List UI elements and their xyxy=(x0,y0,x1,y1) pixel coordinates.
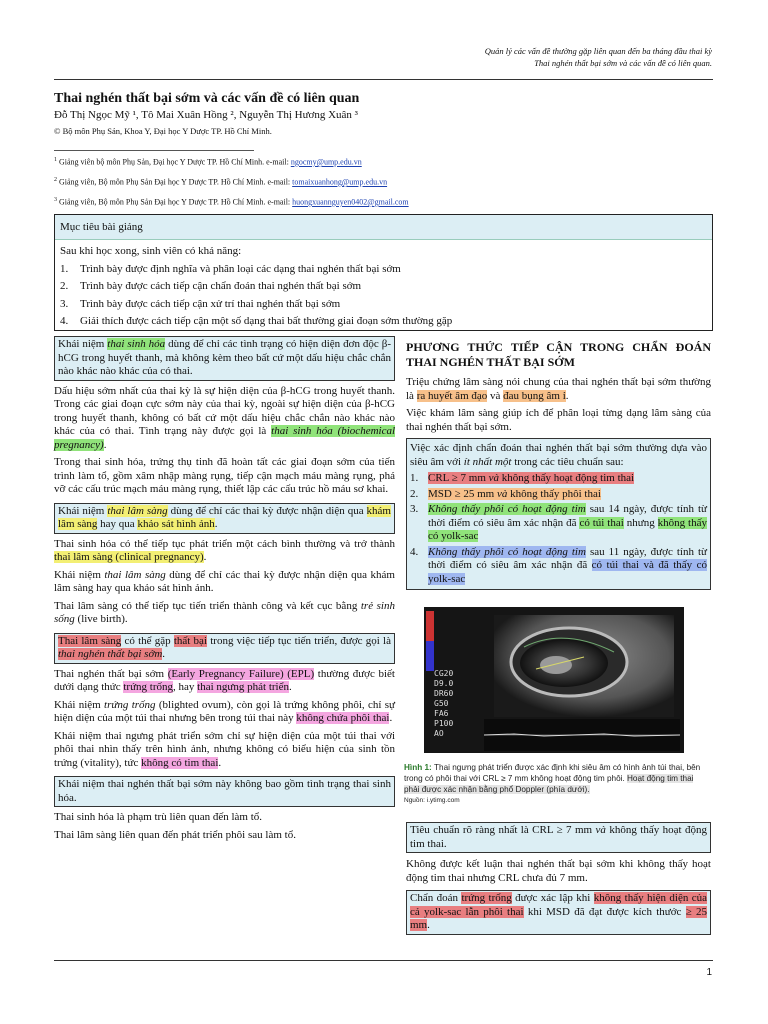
footnote-number: 2 xyxy=(54,177,57,183)
text: và xyxy=(497,487,508,500)
header-rule xyxy=(54,79,713,80)
text: Thai lâm sàng có thể tiếp tục tiến triển thành công và kết cục bằng xyxy=(54,599,361,612)
email-link[interactable]: ngocmy@ump.edu.vn xyxy=(290,157,362,167)
text: (blighted ovum), còn gọi là trứng không phôi, chỉ sự hiện diện của một túi thai nhưng bên trong túi thai này xyxy=(54,698,395,724)
caption-text: Thai ngưng phát triển được xác định khi siêu âm có hình ảnh túi thai, bên trong có phôi thai với CRL ≥ 7 mm không hoạt động tim phôi. xyxy=(404,763,701,783)
ultrasound-graphic xyxy=(424,607,684,753)
footnote-rule xyxy=(54,150,254,151)
paragraph: Thai sinh hóa là phạm trù liên quan đến làm tổ. xyxy=(54,811,263,823)
text: khi MSD đã đạt được kích thước xyxy=(523,905,686,918)
objective-item xyxy=(60,296,708,314)
term-highlight: thai nghén thất bại sớm xyxy=(58,648,163,660)
term-highlight: thai sinh hóa (biochemical pregnancy) xyxy=(54,425,396,451)
definition-box-failure xyxy=(54,633,395,664)
text: Tiêu chuẩn rõ ràng nhất là CRL ≥ 7 mm xyxy=(410,824,596,836)
affiliation: © Bộ môn Phụ Sản, Khoa Y, Đại học Y Dược TP. Hồ Chí Minh. xyxy=(54,126,272,136)
text: Khái niệm xyxy=(54,568,105,581)
term-highlight: không chứa phôi thai xyxy=(296,712,390,724)
objective-text: Trình bày được cách tiếp cận chẩn đoán thai nghén thất bại sớm xyxy=(80,280,362,292)
text: Khái niệm xyxy=(58,504,108,517)
criterion-number: 1. xyxy=(410,472,419,484)
term-highlight: thất bại xyxy=(173,634,207,647)
term-highlight: không thấy hiện diện của cả yolk-sac lẫn phôi thai xyxy=(410,892,708,918)
right-column-lower xyxy=(406,822,711,939)
objective-text: Trình bày được định nghĩa và phân loại các dạng thai nghén thất bại sớm xyxy=(80,262,401,275)
term-highlight: có túi thai xyxy=(579,516,624,529)
criterion-2 xyxy=(410,488,707,502)
definition-box-biochemical xyxy=(54,336,395,381)
footnote-text: Giảng viên, Bộ môn Phụ Sản Đại học Y Dược TP. Hồ Chí Minh. e-mail: xyxy=(59,197,293,207)
term-highlight: trứng trống xyxy=(123,681,174,693)
text: , hay xyxy=(173,681,198,693)
footnote-text: Giảng viên bộ môn Phụ Sản, Đại học Y Dược TP. Hồ Chí Minh. e-mail: xyxy=(59,157,291,167)
term-highlight: thai sinh hóa xyxy=(107,338,166,350)
setting-label: DR60 xyxy=(434,689,454,698)
term-highlight: ra huyết âm đạo xyxy=(416,389,488,402)
term-highlight: có túi thai và đã thấy có yolk-sac xyxy=(428,559,707,585)
footnote-number: 3 xyxy=(54,197,57,203)
text: . xyxy=(389,712,393,724)
objectives-heading: Mục tiêu bài giảng xyxy=(55,215,712,240)
paragraph xyxy=(54,600,395,627)
figure-caption xyxy=(404,762,711,806)
text: không thấy hoạt động tim thai. xyxy=(410,824,707,850)
text: có thể gặp xyxy=(121,634,174,647)
paragraph xyxy=(54,569,395,596)
footnote-1 xyxy=(54,155,362,168)
running-header-line2: Thai nghén thất bại sớm và các vấn đề có liên quan. xyxy=(534,58,712,68)
paragraph: Việc khám lâm sàng giúp ích để phân loại từng dạng lâm sàng của thai nghén thất bại sớm. xyxy=(406,407,711,433)
text: Thai nghén thất bại sớm xyxy=(54,667,168,680)
footer-rule xyxy=(54,960,713,961)
section-heading: PHƯƠNG THỨC TIẾP CẬN TRONG CHẨN ĐOÁN THAI NGHÉN THẤT BẠI SỚM xyxy=(406,340,711,369)
text: sau 14 ngày, được tính từ thời điểm có siêu âm xác nhận đã xyxy=(428,503,708,529)
criteria-intro xyxy=(410,442,707,469)
text: Khái niệm thai ngưng phát triển sớm chỉ sự hiện diện của một túi thai với phôi thai nhìn thấy trên hình ảnh, nhưng không có biểu hiện của sinh tồn trứng (vitality), tức xyxy=(54,729,395,769)
paragraph: Thai lâm sàng liên quan đến phát triển phôi sau làm tổ. xyxy=(54,828,296,841)
caption-label: Hình 1: xyxy=(404,763,435,772)
criterion-number: 3. xyxy=(410,503,419,515)
text: . xyxy=(214,518,218,530)
objective-number: 4. xyxy=(60,315,69,327)
term-highlight: thai ngưng phát triển xyxy=(197,681,289,693)
paragraph xyxy=(54,668,395,695)
caption-highlight: Hoạt động tim thai phải được xác nhận bằng phổ Doppler (phía dưới). xyxy=(404,774,694,794)
text: CRL ≥ 7 mm xyxy=(428,472,489,484)
text: và xyxy=(487,389,504,402)
paragraph xyxy=(54,538,395,565)
left-column xyxy=(54,336,395,846)
text: Khái niệm xyxy=(58,338,108,350)
term-highlight: khảo sát hình ảnh xyxy=(137,518,215,530)
email-link[interactable]: huongxuannguyen0402@gmail.com xyxy=(292,197,409,207)
term-highlight: thai lâm sàng xyxy=(107,504,168,517)
term-highlight: khám lâm sàng xyxy=(58,504,391,530)
criterion-4 xyxy=(410,546,707,587)
key-criterion-box xyxy=(406,822,711,853)
text: Dấu hiệu sớm nhất của thai kỳ là sự hiện diện của β-hCG trong huyết thanh. Trong các giai đoạn cực sớm này của thai kỳ, ngoài sự hiện diện của β-hCG trong huyết thanh, không có bất cứ một dấu hiệu chắc chắn nào khác nào khác của có thai. Tình trạng này được gọi là xyxy=(54,384,395,437)
text: không thấy hoạt động tim thai xyxy=(499,472,635,484)
text: trong việc tiếp tục tiến triển, được gọi là xyxy=(207,634,391,647)
setting-label: AO xyxy=(434,729,444,738)
setting-label: P100 xyxy=(434,719,454,728)
text: thường được biết dưới dạng thức xyxy=(54,667,395,693)
footnote-3 xyxy=(54,195,409,208)
objective-item xyxy=(60,278,708,296)
learning-objectives-box xyxy=(54,214,713,331)
text: không thấy phôi thai xyxy=(507,487,601,500)
text: sau 11 ngày, được tính từ thời điểm có siêu âm xác nhận đã xyxy=(428,545,708,571)
footnote-2 xyxy=(54,175,387,188)
term-highlight: không có tim thai xyxy=(141,756,219,769)
term-highlight: Không thấy phôi có hoạt động tim xyxy=(428,545,586,558)
criterion-3 xyxy=(410,503,707,544)
text: MSD ≥ 25 mm xyxy=(428,487,497,500)
objective-number: 2. xyxy=(60,280,69,292)
text: được xác lập khi xyxy=(511,892,594,904)
paragraph xyxy=(54,699,395,726)
footnote-text: Giảng viên, Bộ môn Phụ Sản Đại học Y Dược TP. Hồ Chí Minh. e-mail: xyxy=(59,177,293,187)
term-italic: ít nhất một xyxy=(463,455,512,468)
text: Khái niệm xyxy=(54,698,105,711)
text: và xyxy=(595,824,606,836)
criterion-number: 2. xyxy=(410,487,419,500)
page-number: 1 xyxy=(706,967,712,978)
text: dùng để chỉ các tình trạng có hiện diện đơn độc β-hCG trong huyết thanh, mà không kèm theo bất cứ một dấu hiệu chắc chắn nào khác nào khác của có thai. xyxy=(58,338,391,377)
text: và xyxy=(488,472,500,484)
setting-label: G50 xyxy=(434,699,449,708)
text: dùng để chỉ các thai kỳ được nhận diện qua xyxy=(167,504,367,517)
text: . xyxy=(203,551,207,563)
objective-text: Giải thích được cách tiếp cận một số dạng thai bất thường giai đoạn sớm thường gặp xyxy=(80,315,453,327)
text: . xyxy=(288,681,292,693)
figure-source: Nguồn: i.ytimg.com xyxy=(404,797,460,804)
paragraph: Không được kết luận thai nghén thất bại sớm khi không thấy hoạt động tim thai nhưng CRL chưa đủ 7 mm. xyxy=(406,858,711,884)
right-column xyxy=(406,340,711,594)
paragraph xyxy=(54,385,395,453)
diagnostic-criteria-box xyxy=(406,438,711,590)
definition-box-clinical xyxy=(54,503,395,534)
objective-text: Trình bày được cách tiếp cận xử trí thai nghén thất bại sớm xyxy=(80,297,341,310)
ultrasound-settings xyxy=(434,669,453,739)
paragraph xyxy=(406,376,711,403)
setting-label: D9.0 xyxy=(434,679,454,688)
text: Chẩn đoán xyxy=(410,892,462,904)
term-highlight: đau bụng âm ỉ xyxy=(503,389,566,402)
term-highlight: không thấy có yolk-sac xyxy=(428,516,707,542)
text: (live birth). xyxy=(74,613,128,625)
text: Việc xác định chẩn đoán thai nghén thất bại sớm thường dựa vào siêu âm với xyxy=(410,442,707,468)
text: hay qua xyxy=(97,518,138,530)
setting-label: FA6 xyxy=(434,709,449,718)
authors: Đỗ Thị Ngọc Mỹ ¹, Tô Mai Xuân Hồng ², Nguyễn Thị Hương Xuân ³ xyxy=(54,109,358,121)
text: Thai sinh hóa có thể tiếp tục phát triển một cách bình thường và trở thành xyxy=(54,537,395,550)
text: nhưng xyxy=(623,516,658,529)
ultrasound-image xyxy=(424,607,684,753)
objective-number: 1. xyxy=(60,262,69,275)
term-highlight: thai lâm sàng (clinical pregnancy) xyxy=(54,551,204,563)
text: Triệu chứng lâm sàng nói chung của thai nghén thất bại sớm thường là xyxy=(406,376,711,402)
blighted-ovum-box xyxy=(406,890,711,935)
footnote-number: 1 xyxy=(54,157,57,163)
term-highlight: Thai lâm sàng xyxy=(58,634,122,647)
paragraph xyxy=(54,730,395,771)
text: dùng để chỉ các thai kỳ được nhận diện qua khám lâm sàng hay qua khảo sát hình ảnh. xyxy=(54,568,395,594)
text: . xyxy=(162,648,166,660)
text: . xyxy=(427,919,430,931)
email-link[interactable]: tomaixuanhong@ump.edu.vn xyxy=(292,177,388,187)
objectives-intro: Sau khi học xong, sinh viên có khả năng: xyxy=(60,245,242,257)
note-box-exclusion: Khái niệm thai nghén thất bại sớm này không bao gồm tình trạng thai sinh hóa. xyxy=(54,776,395,807)
text: trong các tiêu chuẩn sau: xyxy=(511,455,624,468)
term-italic: thai lâm sàng xyxy=(104,568,166,581)
objective-number: 3. xyxy=(60,297,69,310)
term-highlight: ≥ 25 mm xyxy=(410,905,707,931)
paragraph: Trong thai sinh hóa, trứng thụ tinh đã hoàn tất các giai đoạn sớm của tiến trình làm tổ, gồm xâm nhập màng rụng, tiếp cận mạch máu màng rụng, phá vỡ các cấu trúc mạch máu màng rụng, thiết lập các cấu trúc hồ máu sơ khai. xyxy=(54,456,395,495)
running-header xyxy=(485,45,712,69)
running-header-line1: Quản lý các vấn đề thường gặp liên quan đến ba tháng đầu thai kỳ xyxy=(484,46,712,56)
setting-label: CG20 xyxy=(434,669,454,678)
term-highlight: trứng trống xyxy=(461,892,512,904)
text: . xyxy=(565,389,569,402)
text: . xyxy=(103,438,107,451)
document-title: Thai nghén thất bại sớm và các vấn đề có liên quan xyxy=(54,91,360,106)
text: . xyxy=(218,756,222,769)
term-italic: trẻ sinh sống xyxy=(54,599,395,625)
term-highlight: Không thấy phôi có hoạt động tim xyxy=(428,503,586,515)
term-italic: trứng trống xyxy=(104,698,156,711)
criterion-1 xyxy=(410,472,707,486)
objective-item xyxy=(60,261,708,279)
term-highlight: (Early Pregnancy Failure) (EPL) xyxy=(167,667,315,680)
objective-item xyxy=(60,313,708,331)
criterion-number: 4. xyxy=(410,545,419,558)
